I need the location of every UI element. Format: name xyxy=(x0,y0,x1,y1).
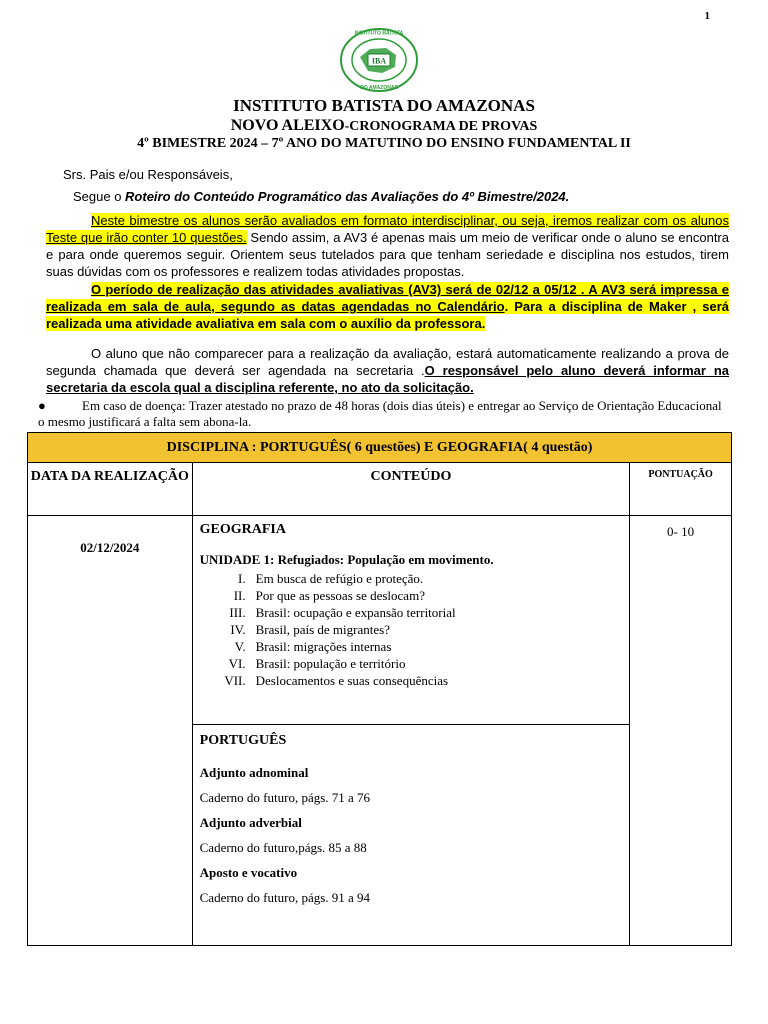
bullet-dot-icon: ● xyxy=(38,398,46,413)
exam-schedule-table xyxy=(27,432,732,946)
svg-text:DO AMAZONAS: DO AMAZONAS xyxy=(360,85,398,91)
geografia-title: GEOGRAFIA xyxy=(199,522,286,537)
table-banner: DISCIPLINA : PORTUGUÊS( 6 questões) E GEOGRAFIA( 4 questão) xyxy=(28,433,732,463)
paragraph-3 xyxy=(46,345,729,396)
topic-name: Adjunto adverbial xyxy=(199,815,302,830)
geografia-cell xyxy=(192,516,630,725)
exam-date: 02/12/2024 xyxy=(28,516,193,946)
header-line1: INSTITUTO BATISTA DO AMAZONAS xyxy=(233,96,535,115)
page-number: 1 xyxy=(704,10,710,22)
list-item: III. Brasil: ocupação e expansão territorial xyxy=(229,605,456,620)
paragraph-1-highlight: Neste bimestre os alunos serão avaliados em formato interdisciplinar, ou seja, iremos realizar com os alunos Teste que irão conter 10 questões. xyxy=(46,213,729,245)
table-row xyxy=(28,516,732,725)
paragraph-2 xyxy=(46,281,729,332)
column-score: PONTUAÇÃO xyxy=(630,463,732,516)
geografia-unit: UNIDADE 1: Refugiados: População em movimento. xyxy=(199,552,494,567)
exam-score: 0- 10 xyxy=(630,516,732,946)
topic-ref: Caderno do futuro, págs. 71 a 76 xyxy=(199,790,371,805)
school-logo xyxy=(338,27,420,93)
list-item: I. Em busca de refúgio e proteção. xyxy=(238,571,424,586)
topic-name: Aposto e vocativo xyxy=(199,865,298,880)
header-line2 xyxy=(0,117,768,135)
list-item: II. Por que as pessoas se deslocam? xyxy=(233,588,425,603)
table-banner-row xyxy=(28,433,732,463)
intro-lead: Segue o xyxy=(73,189,126,204)
geografia-list xyxy=(200,570,624,689)
paragraph-1-rest: Sendo assim, a AV3 é apenas mais um meio de verificar onde o aluno se encontra e para onde queremos seguir. Orientem seus tutelados para que tenham seriedade e disciplina nos estudos, tirem suas dúvidas com os professores e realizem todas atividades propostas. xyxy=(46,230,729,279)
list-item: VI. Brasil: população e território xyxy=(228,656,406,671)
column-content: CONTEÚDO xyxy=(192,463,630,516)
header-line2-main: NOVO ALEIXO xyxy=(230,117,345,134)
table-header-row xyxy=(28,463,732,516)
intro-line xyxy=(73,189,569,204)
greeting: Srs. Pais e/ou Responsáveis, xyxy=(63,167,233,182)
paragraph-3-bold: O responsável pelo aluno deverá informar na secretaria da escola qual a disciplina referente, no ato da solicitação. xyxy=(46,363,729,395)
svg-text:IBA: IBA xyxy=(371,56,387,66)
paragraph-3-plain: O aluno que não comparecer para a realização da avaliação, estará automaticamente realizando a prova de segunda chamada que deverá ser agendada na secretaria . xyxy=(46,346,729,378)
bullet-item xyxy=(38,398,728,430)
topic-ref: Caderno do futuro,págs. 85 a 88 xyxy=(199,840,367,855)
column-date: DATA DA REALIZAÇÃO xyxy=(28,463,193,516)
bullet-text: Em caso de doença: Trazer atestado no prazo de 48 horas (dois dias úteis) e entregar ao Serviço de Orientação Educacional o mesmo justificará a falta sem abona-la. xyxy=(38,398,722,429)
header-line2-sub: -CRONOGRAMA DE PROVAS xyxy=(344,119,538,134)
list-item: VII. Deslocamentos e suas consequências xyxy=(224,673,449,688)
header-line3: 4º BIMESTRE 2024 – 7º ANO DO MATUTINO DO ENSINO FUNDAMENTAL II xyxy=(137,136,631,151)
paragraph-1 xyxy=(46,212,729,280)
topic-ref: Caderno do futuro, págs. 91 a 94 xyxy=(199,890,371,905)
portugues-title: PORTUGUÊS xyxy=(199,733,287,748)
paragraph-2-underlined: O período de realização das atividades avaliativas (AV3) será de 02/12 a 05/12 . A AV3 será impressa e realizada em sala de aula, segundo as datas agendadas no Calendário xyxy=(46,282,729,314)
list-item: V. Brasil: migrações internas xyxy=(234,639,392,654)
intro-italic: Roteiro do Conteúdo Programático das Avaliações do 4º Bimestre/2024. xyxy=(125,189,570,204)
svg-text:INSTITUTO BATISTA: INSTITUTO BATISTA xyxy=(354,30,404,37)
list-item: IV. Brasil, país de migrantes? xyxy=(230,622,390,637)
topic-name: Adjunto adnominal xyxy=(199,765,309,780)
portugues-cell xyxy=(192,725,630,946)
paragraph-2-rest: . Para a disciplina de Maker , será realizada uma atividade avaliativa em sala com o auxílio da professora. xyxy=(46,299,729,331)
